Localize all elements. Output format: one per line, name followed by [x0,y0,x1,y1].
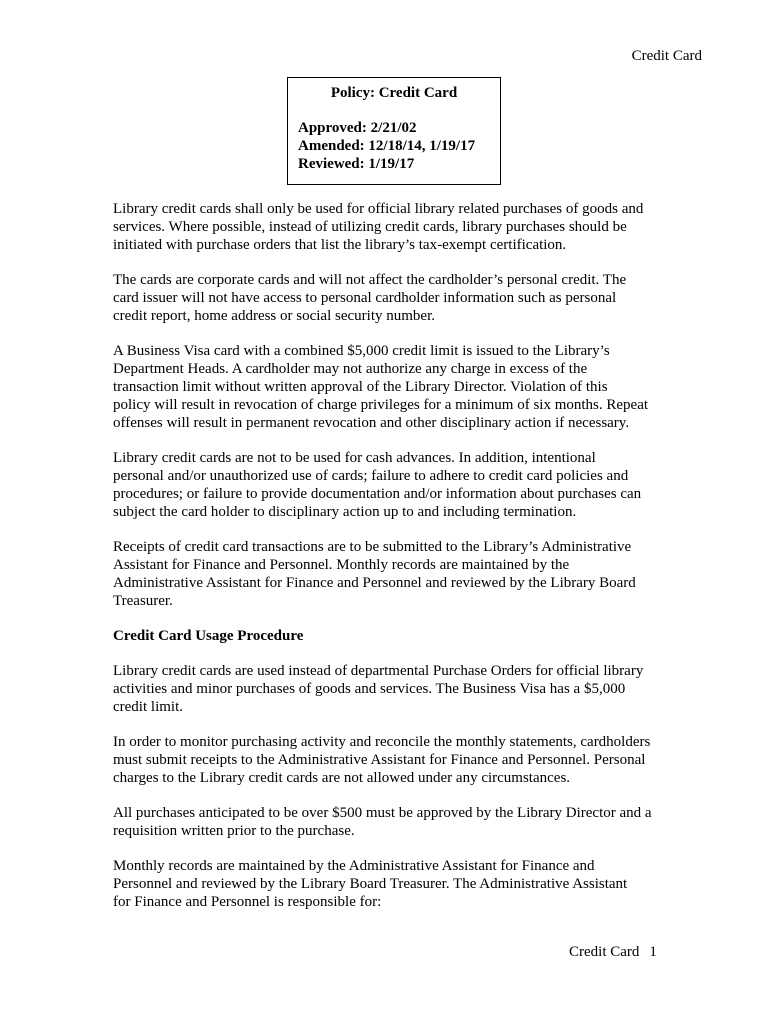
text-line: policy will result in revocation of charge privileges for a minimum of six months. Repeat [113,397,649,413]
text-line: transaction limit without written approval of the Library Director. Violation of this [113,379,608,395]
footer-label: Credit Card [569,944,640,960]
amended-dates: Amended: 12/18/14, 1/19/17 [298,138,476,154]
text-line: must submit receipts to the Administrative Assistant for Finance and Personnel. Personal [113,752,646,768]
text-line: All purchases anticipated to be over $500 must be approved by the Library Director and a [113,805,652,821]
text-line: charges to the Library credit cards are not allowed under any circumstances. [113,770,571,786]
text-line: Library credit cards shall only be used for official library related purchases of goods and [113,201,644,217]
text-line: personal and/or unauthorized use of cards; failure to adhere to credit card policies and [113,468,629,484]
text-line: procedures; or failure to provide documentation and/or information about purchases can [113,486,642,502]
text-line: initiated with purchase orders that list the library’s tax-exempt certification. [113,237,567,253]
paragraph [113,271,663,325]
section-heading: Credit Card Usage Procedure [113,628,304,644]
body-text [113,200,663,928]
paragraph [113,804,663,840]
procedure-paragraphs [113,662,663,911]
text-line: activities and minor purchases of goods and services. The Business Visa has a $5,000 [113,681,626,697]
approved-date: Approved: 2/21/02 [298,120,417,136]
text-line: Personnel and reviewed by the Library Board Treasurer. The Administrative Assistant [113,876,628,892]
text-line: Assistant for Finance and Personnel. Monthly records are maintained by the [113,557,570,573]
text-line: for Finance and Personnel is responsible for: [113,894,382,910]
text-line: card issuer will not have access to personal cardholder information such as personal [113,290,617,306]
text-line: services. Where possible, instead of utilizing credit cards, library purchases should be [113,219,627,235]
reviewed-date: Reviewed: 1/19/17 [298,156,415,172]
text-line: requisition written prior to the purchase. [113,823,355,839]
text-line: Receipts of credit card transactions are to be submitted to the Library’s Administrative [113,539,632,555]
paragraph [113,538,663,610]
text-line: Monthly records are maintained by the Administrative Assistant for Finance and [113,858,595,874]
text-line: Administrative Assistant for Finance and Personnel and reviewed by the Library Board [113,575,636,591]
running-header: Credit Card [631,48,702,64]
text-line: subject the card holder to disciplinary action up to and including termination. [113,504,577,520]
policy-dates [298,119,490,173]
text-line: A Business Visa card with a combined $5,000 credit limit is issued to the Library’s [113,343,610,359]
text-line: credit report, home address or social security number. [113,308,435,324]
text-line: Library credit cards are not to be used for cash advances. In addition, intentional [113,450,596,466]
page-footer [569,942,657,962]
policy-title: Policy: Credit Card [330,85,458,101]
paragraph [113,449,663,521]
text-line: In order to monitor purchasing activity and reconcile the monthly statements, cardholders [113,734,651,750]
paragraph [113,857,663,911]
policy-paragraphs [113,200,663,610]
text-line: credit limit. [113,699,183,715]
text-line: offenses will result in permanent revocation and other disciplinary action if necessary. [113,415,630,431]
paragraph [113,342,663,432]
text-line: Library credit cards are used instead of departmental Purchase Orders for official library [113,663,644,679]
paragraph [113,733,663,787]
paragraph [113,200,663,254]
text-line: Department Heads. A cardholder may not authorize any charge in excess of the [113,361,588,377]
text-line: Treasurer. [113,593,173,609]
page-number: 1 [649,944,657,960]
text-line: The cards are corporate cards and will not affect the cardholder’s personal credit. The [113,272,627,288]
paragraph [113,662,663,716]
policy-info-box [287,77,501,185]
